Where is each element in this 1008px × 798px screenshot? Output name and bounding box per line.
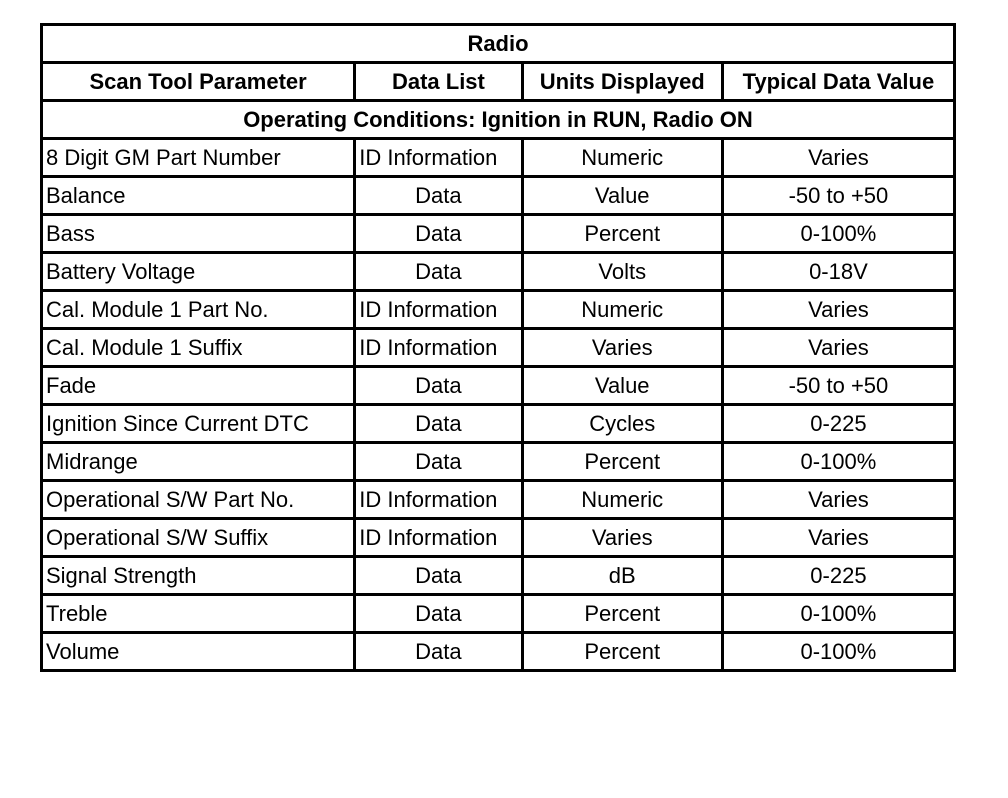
table-row	[42, 405, 955, 443]
cell-units-displayed: Percent	[522, 633, 722, 671]
cell-scan-tool-parameter: Cal. Module 1 Suffix	[42, 329, 355, 367]
cell-units-displayed: Numeric	[522, 481, 722, 519]
cell-scan-tool-parameter: Battery Voltage	[42, 253, 355, 291]
table-row	[42, 329, 955, 367]
table-row	[42, 519, 955, 557]
table-body	[42, 139, 955, 671]
cell-data-list: Data	[355, 215, 522, 253]
cell-data-list: ID Information	[355, 291, 522, 329]
cell-data-list: Data	[355, 557, 522, 595]
table-row	[42, 367, 955, 405]
cell-scan-tool-parameter: Bass	[42, 215, 355, 253]
cell-data-list: ID Information	[355, 481, 522, 519]
cell-data-list: Data	[355, 177, 522, 215]
cell-data-list: ID Information	[355, 329, 522, 367]
header-typical-data-value: Typical Data Value	[722, 63, 954, 101]
cell-data-list: ID Information	[355, 139, 522, 177]
cell-typical-data-value: Varies	[722, 329, 954, 367]
cell-units-displayed: Varies	[522, 519, 722, 557]
cell-scan-tool-parameter: Midrange	[42, 443, 355, 481]
operating-conditions: Operating Conditions: Ignition in RUN, Radio ON	[42, 101, 955, 139]
cell-typical-data-value: Varies	[722, 139, 954, 177]
cell-units-displayed: Value	[522, 177, 722, 215]
cell-typical-data-value: Varies	[722, 481, 954, 519]
cell-scan-tool-parameter: 8 Digit GM Part Number	[42, 139, 355, 177]
cell-scan-tool-parameter: Fade	[42, 367, 355, 405]
table-row	[42, 633, 955, 671]
table-row	[42, 443, 955, 481]
cell-scan-tool-parameter: Balance	[42, 177, 355, 215]
cell-data-list: Data	[355, 443, 522, 481]
cell-units-displayed: Percent	[522, 215, 722, 253]
cell-scan-tool-parameter: Volume	[42, 633, 355, 671]
table-header-row	[42, 63, 955, 101]
radio-scan-tool-table	[40, 23, 956, 672]
table-row	[42, 595, 955, 633]
cell-units-displayed: Percent	[522, 595, 722, 633]
cell-units-displayed: Percent	[522, 443, 722, 481]
header-scan-tool-parameter: Scan Tool Parameter	[42, 63, 355, 101]
cell-typical-data-value: 0-100%	[722, 633, 954, 671]
cell-typical-data-value: Varies	[722, 519, 954, 557]
table-row	[42, 253, 955, 291]
cell-typical-data-value: 0-225	[722, 405, 954, 443]
cell-typical-data-value: 0-225	[722, 557, 954, 595]
cell-data-list: Data	[355, 367, 522, 405]
cell-data-list: Data	[355, 633, 522, 671]
cell-data-list: Data	[355, 595, 522, 633]
cell-units-displayed: Value	[522, 367, 722, 405]
cell-units-displayed: Cycles	[522, 405, 722, 443]
cell-scan-tool-parameter: Cal. Module 1 Part No.	[42, 291, 355, 329]
cell-scan-tool-parameter: Ignition Since Current DTC	[42, 405, 355, 443]
table-row	[42, 215, 955, 253]
header-units-displayed: Units Displayed	[522, 63, 722, 101]
cell-typical-data-value: -50 to +50	[722, 177, 954, 215]
table-row	[42, 557, 955, 595]
cell-units-displayed: dB	[522, 557, 722, 595]
cell-scan-tool-parameter: Operational S/W Part No.	[42, 481, 355, 519]
cell-scan-tool-parameter: Signal Strength	[42, 557, 355, 595]
header-data-list: Data List	[355, 63, 522, 101]
cell-scan-tool-parameter: Treble	[42, 595, 355, 633]
cell-scan-tool-parameter: Operational S/W Suffix	[42, 519, 355, 557]
table-title-row	[42, 25, 955, 63]
cell-typical-data-value: Varies	[722, 291, 954, 329]
table-row	[42, 481, 955, 519]
cell-typical-data-value: 0-100%	[722, 443, 954, 481]
cell-typical-data-value: -50 to +50	[722, 367, 954, 405]
table-row	[42, 177, 955, 215]
cell-units-displayed: Volts	[522, 253, 722, 291]
cell-data-list: ID Information	[355, 519, 522, 557]
cell-data-list: Data	[355, 253, 522, 291]
cell-units-displayed: Varies	[522, 329, 722, 367]
operating-conditions-row	[42, 101, 955, 139]
cell-typical-data-value: 0-18V	[722, 253, 954, 291]
table-row	[42, 291, 955, 329]
cell-units-displayed: Numeric	[522, 291, 722, 329]
table-row	[42, 139, 955, 177]
cell-typical-data-value: 0-100%	[722, 215, 954, 253]
table-title: Radio	[42, 25, 955, 63]
cell-data-list: Data	[355, 405, 522, 443]
cell-typical-data-value: 0-100%	[722, 595, 954, 633]
cell-units-displayed: Numeric	[522, 139, 722, 177]
